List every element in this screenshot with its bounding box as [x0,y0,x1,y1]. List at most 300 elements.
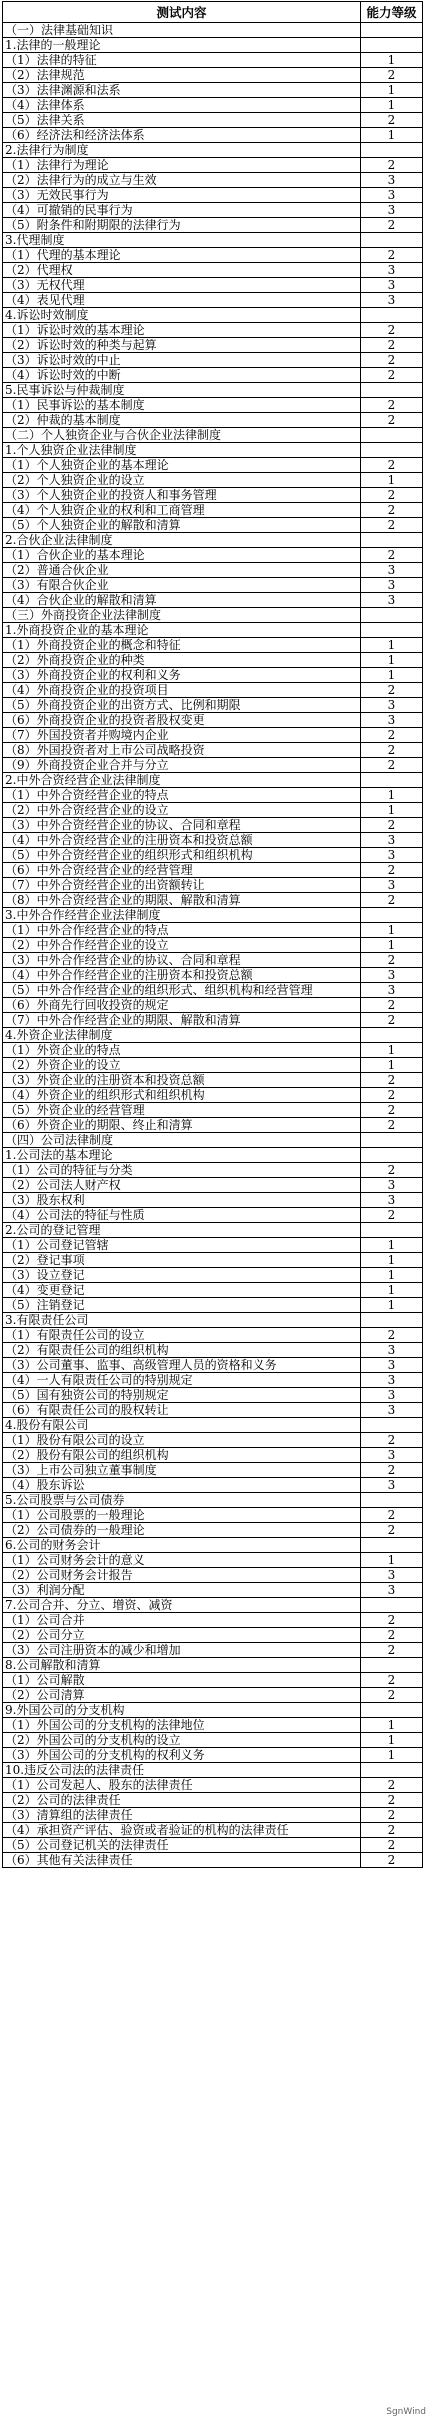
row-level-cell: 1 [361,1733,423,1748]
table-row [3,1313,423,1328]
row-content-cell: 1.法律的一般理论 [3,38,361,53]
row-content-cell: （2）中外合资经营企业的设立 [3,803,361,818]
table-row [3,113,423,128]
row-level-cell: 3 [361,1403,423,1418]
table-row [3,653,423,668]
row-content-cell: （1）代理的基本理论 [3,248,361,263]
row-level-cell [361,623,423,638]
table-row [3,1748,423,1763]
row-level-cell: 1 [361,1748,423,1763]
row-content-cell: （二）个人独资企业与合伙企业法律制度 [3,428,361,443]
row-level-cell: 1 [361,128,423,143]
row-content-cell: （4）公司法的特征与性质 [3,1208,361,1223]
row-content-cell: 2.中外合资经营企业法律制度 [3,773,361,788]
column-header-content: 测试内容 [3,2,361,23]
row-content-cell: （6）经济法和经济法体系 [3,128,361,143]
table-row [3,1613,423,1628]
row-content-cell: （3）中外合作经营企业的协议、合同和章程 [3,953,361,968]
row-content-cell: （2）个人独资企业的设立 [3,473,361,488]
row-content-cell: （4）个人独资企业的权利和工商管理 [3,503,361,518]
row-content-cell: （4）合伙企业的解散和清算 [3,593,361,608]
row-level-cell: 3 [361,188,423,203]
table-row [3,683,423,698]
watermark: SgnWind [386,2407,426,2417]
row-level-cell: 2 [361,1808,423,1823]
row-content-cell: 1.外商投资企业的基本理论 [3,623,361,638]
row-level-cell: 2 [361,488,423,503]
table-row [3,1043,423,1058]
row-content-cell: （4）外资企业的组织形式和组织机构 [3,1088,361,1103]
row-level-cell: 2 [361,1673,423,1688]
table-row [3,578,423,593]
row-level-cell [361,383,423,398]
row-level-cell: 3 [361,563,423,578]
row-level-cell: 3 [361,1568,423,1583]
row-content-cell: （9）外商投资企业合并与分立 [3,758,361,773]
row-level-cell: 2 [361,1688,423,1703]
row-content-cell: （4）表见代理 [3,293,361,308]
row-level-cell [361,443,423,458]
table-row [3,1103,423,1118]
row-content-cell: （1）外国公司的分支机构的法律地位 [3,1718,361,1733]
row-content-cell: （3）清算组的法律责任 [3,1808,361,1823]
row-content-cell: （5）国有独资公司的特别规定 [3,1388,361,1403]
row-level-cell: 2 [361,953,423,968]
table-row [3,443,423,458]
table-row [3,293,423,308]
table-row [3,278,423,293]
table-row [3,53,423,68]
row-level-cell: 1 [361,1238,423,1253]
row-content-cell: （2）诉讼时效的种类与起算 [3,338,361,353]
row-level-cell: 1 [361,1283,423,1298]
row-content-cell: （6）外商投资企业的投资者股权变更 [3,713,361,728]
row-level-cell [361,1148,423,1163]
table-row [3,563,423,578]
row-level-cell [361,1598,423,1613]
row-level-cell: 2 [361,338,423,353]
table-row [3,983,423,998]
table-row [3,1628,423,1643]
table-row [3,308,423,323]
table-row [3,1838,423,1853]
row-content-cell: （3）法律渊源和法系 [3,83,361,98]
row-level-cell: 1 [361,923,423,938]
row-level-cell: 2 [361,1088,423,1103]
row-content-cell: 9.外国公司的分支机构 [3,1703,361,1718]
row-level-cell: 2 [361,743,423,758]
row-content-cell: （2）股份有限公司的组织机构 [3,1448,361,1463]
row-level-cell: 2 [361,863,423,878]
row-level-cell: 2 [361,1523,423,1538]
table-row [3,248,423,263]
table-row [3,1553,423,1568]
row-content-cell: （3）中外合资经营企业的协议、合同和章程 [3,818,361,833]
row-level-cell: 2 [361,1328,423,1343]
table-row [3,1538,423,1553]
row-level-cell: 2 [361,1508,423,1523]
row-content-cell: （4）外商投资企业的投资项目 [3,683,361,698]
row-content-cell: （2）公司分立 [3,1628,361,1643]
row-content-cell: 5.民事诉讼与仲裁制度 [3,383,361,398]
row-content-cell: （1）外商投资企业的概念和特征 [3,638,361,653]
row-level-cell: 2 [361,1073,423,1088]
row-level-cell: 3 [361,1193,423,1208]
table-row [3,233,423,248]
row-content-cell: （4）一人有限责任公司的特别规定 [3,1373,361,1388]
row-content-cell: 2.合伙企业法律制度 [3,533,361,548]
row-content-cell: （3）个人独资企业的投资人和事务管理 [3,488,361,503]
row-level-cell: 3 [361,593,423,608]
row-level-cell: 1 [361,788,423,803]
row-level-cell [361,1223,423,1238]
row-level-cell: 1 [361,1058,423,1073]
row-level-cell: 2 [361,1628,423,1643]
row-level-cell: 2 [361,1163,423,1178]
row-level-cell: 2 [361,248,423,263]
row-level-cell [361,608,423,623]
table-row [3,1238,423,1253]
table-row [3,1808,423,1823]
table-row [3,503,423,518]
row-content-cell: （2）外商投资企业的种类 [3,653,361,668]
table-row [3,1448,423,1463]
row-level-cell: 2 [361,113,423,128]
table-row [3,1778,423,1793]
row-content-cell: （2）外资企业的设立 [3,1058,361,1073]
table-row [3,698,423,713]
row-level-cell: 1 [361,1268,423,1283]
table-row [3,473,423,488]
row-content-cell: （2）代理权 [3,263,361,278]
row-content-cell: （6）外资企业的期限、终止和清算 [3,1118,361,1133]
row-content-cell: （4）诉讼时效的中断 [3,368,361,383]
row-level-cell: 2 [361,893,423,908]
row-content-cell: （8）外国投资者对上市公司战略投资 [3,743,361,758]
table-row [3,143,423,158]
row-level-cell: 1 [361,803,423,818]
row-content-cell: （2）法律规范 [3,68,361,83]
table-row [3,458,423,473]
row-level-cell: 2 [361,758,423,773]
row-level-cell [361,1028,423,1043]
table-row [3,203,423,218]
table-row [3,1253,423,1268]
row-level-cell: 3 [361,833,423,848]
table-row [3,923,423,938]
row-level-cell: 1 [361,1553,423,1568]
table-row [3,1493,423,1508]
table-row [3,1598,423,1613]
table-row [3,1673,423,1688]
row-content-cell: （1）公司登记管辖 [3,1238,361,1253]
table-row [3,803,423,818]
table-row [3,518,423,533]
table-row [3,1298,423,1313]
table-row [3,533,423,548]
table-row [3,413,423,428]
table-row [3,848,423,863]
row-level-cell [361,1658,423,1673]
table-row [3,833,423,848]
row-content-cell: （4）法律体系 [3,98,361,113]
row-content-cell: （3）外资企业的注册资本和投资总额 [3,1073,361,1088]
table-row [3,1058,423,1073]
row-content-cell: 2.公司的登记管理 [3,1223,361,1238]
table-row [3,218,423,233]
table-row [3,1208,423,1223]
table-row [3,1658,423,1673]
row-level-cell: 2 [361,728,423,743]
row-content-cell: （3）利润分配 [3,1583,361,1598]
row-content-cell: 1.个人独资企业法律制度 [3,443,361,458]
row-level-cell: 2 [361,1823,423,1838]
table-row [3,1328,423,1343]
table-row [3,1013,423,1028]
row-content-cell: （1）中外合资经营企业的特点 [3,788,361,803]
row-level-cell: 2 [361,1208,423,1223]
table-row [3,263,423,278]
row-content-cell: 5.公司股票与公司债券 [3,1493,361,1508]
row-level-cell [361,428,423,443]
row-content-cell: （2）公司债券的一般理论 [3,1523,361,1538]
row-level-cell: 3 [361,1583,423,1598]
table-row [3,638,423,653]
row-content-cell: （6）其他有关法律责任 [3,1853,361,1868]
table-row [3,188,423,203]
row-content-cell: （5）注销登记 [3,1298,361,1313]
row-level-cell: 2 [361,1103,423,1118]
row-content-cell: （5）中外合资经营企业的组织形式和组织机构 [3,848,361,863]
row-content-cell: 8.公司解散和清算 [3,1658,361,1673]
row-level-cell: 3 [361,293,423,308]
row-level-cell: 3 [361,968,423,983]
table-row [3,1703,423,1718]
row-level-cell: 1 [361,473,423,488]
table-row [3,338,423,353]
row-level-cell: 2 [361,353,423,368]
row-level-cell: 1 [361,1718,423,1733]
row-content-cell: （2）公司财务会计报告 [3,1568,361,1583]
row-content-cell: （2）公司的法律责任 [3,1793,361,1808]
row-level-cell: 2 [361,1643,423,1658]
row-content-cell: （4）中外合资经营企业的注册资本和投资总额 [3,833,361,848]
table-row [3,1643,423,1658]
row-level-cell: 1 [361,83,423,98]
row-content-cell: （6）外商先行回收投资的规定 [3,998,361,1013]
table-row [3,158,423,173]
row-content-cell: 3.代理制度 [3,233,361,248]
row-content-cell: （2）登记事项 [3,1253,361,1268]
row-level-cell: 3 [361,278,423,293]
row-level-cell: 2 [361,1463,423,1478]
row-content-cell: 4.诉讼时效制度 [3,308,361,323]
table-row [3,1463,423,1478]
row-level-cell: 2 [361,818,423,833]
table-row [3,1163,423,1178]
table-row [3,323,423,338]
row-content-cell: （5）法律关系 [3,113,361,128]
table-row [3,818,423,833]
row-content-cell: （7）中外合资经营企业的出资额转让 [3,878,361,893]
row-content-cell: （5）外商投资企业的出资方式、比例和期限 [3,698,361,713]
table-body [3,23,423,1868]
table-row [3,1088,423,1103]
row-level-cell [361,233,423,248]
row-level-cell: 2 [361,998,423,1013]
row-content-cell: （1）公司发起人、股东的法律责任 [3,1778,361,1793]
table-row [3,938,423,953]
row-level-cell: 3 [361,578,423,593]
row-level-cell: 3 [361,983,423,998]
row-content-cell: （7）外国投资者并购境内企业 [3,728,361,743]
row-level-cell: 2 [361,518,423,533]
row-content-cell: （4）承担资产评估、验资或者验证的机构的法律责任 [3,1823,361,1838]
row-level-cell [361,908,423,923]
row-content-cell: （1）外资企业的特点 [3,1043,361,1058]
row-level-cell [361,1763,423,1778]
row-level-cell [361,1538,423,1553]
table-row [3,593,423,608]
table-row [3,23,423,38]
row-level-cell: 3 [361,1343,423,1358]
row-level-cell: 1 [361,653,423,668]
table-row [3,1793,423,1808]
row-level-cell [361,533,423,548]
row-content-cell: （2）普通合伙企业 [3,563,361,578]
row-content-cell: （2）有限责任公司的组织机构 [3,1343,361,1358]
row-content-cell: （2）中外合作经营企业的设立 [3,938,361,953]
row-content-cell: 4.外资企业法律制度 [3,1028,361,1043]
table-row [3,953,423,968]
table-row [3,548,423,563]
row-level-cell [361,1313,423,1328]
table-row [3,1523,423,1538]
row-level-cell: 2 [361,1433,423,1448]
row-level-cell: 2 [361,413,423,428]
row-content-cell: （一）法律基础知识 [3,23,361,38]
row-content-cell: （5）个人独资企业的解散和清算 [3,518,361,533]
row-level-cell: 1 [361,1043,423,1058]
row-content-cell: （1）中外合作经营企业的特点 [3,923,361,938]
row-content-cell: （3）外国公司的分支机构的权利义务 [3,1748,361,1763]
table-row [3,1688,423,1703]
row-content-cell: （1）诉讼时效的基本理论 [3,323,361,338]
column-header-level: 能力等级 [361,2,423,23]
row-level-cell: 3 [361,848,423,863]
table-row [3,1583,423,1598]
table-row [3,623,423,638]
row-level-cell: 3 [361,713,423,728]
table-row [3,908,423,923]
row-level-cell [361,143,423,158]
syllabus-table [2,1,423,1868]
row-content-cell: （3）设立登记 [3,1268,361,1283]
row-level-cell: 2 [361,368,423,383]
table-row [3,1733,423,1748]
row-level-cell [361,1133,423,1148]
row-content-cell: （3）上市公司独立董事制度 [3,1463,361,1478]
row-level-cell: 1 [361,98,423,113]
table-row [3,743,423,758]
table-row [3,1268,423,1283]
row-level-cell: 3 [361,698,423,713]
row-level-cell: 2 [361,1778,423,1793]
table-row [3,428,423,443]
table-row [3,383,423,398]
table-row [3,758,423,773]
table-row [3,488,423,503]
row-level-cell: 1 [361,1298,423,1313]
row-content-cell: （3）公司注册资本的减少和增加 [3,1643,361,1658]
table-row [3,668,423,683]
row-content-cell: （6）中外合资经营企业的经营管理 [3,863,361,878]
row-level-cell: 1 [361,668,423,683]
table-row [3,1418,423,1433]
row-content-cell: （1）民事诉讼的基本制度 [3,398,361,413]
row-level-cell: 2 [361,548,423,563]
row-content-cell: （3）外商投资企业的权利和义务 [3,668,361,683]
table-row [3,773,423,788]
table-row [3,878,423,893]
row-content-cell: （5）公司登记机关的法律责任 [3,1838,361,1853]
row-level-cell: 2 [361,458,423,473]
row-level-cell [361,773,423,788]
row-level-cell [361,308,423,323]
table-row [3,128,423,143]
row-content-cell: 4.股份有限公司 [3,1418,361,1433]
row-level-cell [361,1418,423,1433]
row-level-cell: 2 [361,1793,423,1808]
table-row [3,1358,423,1373]
row-content-cell: （5）中外合作经营企业的组织形式、组织机构和经营管理 [3,983,361,998]
row-level-cell: 2 [361,503,423,518]
row-content-cell: （4）可撤销的民事行为 [3,203,361,218]
row-level-cell: 3 [361,1478,423,1493]
row-level-cell: 3 [361,1388,423,1403]
table-row [3,353,423,368]
table-row [3,1433,423,1448]
table-row [3,1178,423,1193]
table-row [3,1118,423,1133]
table-row [3,893,423,908]
row-level-cell: 3 [361,1358,423,1373]
row-level-cell: 2 [361,398,423,413]
row-content-cell: （3）无权代理 [3,278,361,293]
row-level-cell: 2 [361,1838,423,1853]
row-level-cell: 1 [361,1253,423,1268]
table-row [3,1718,423,1733]
row-level-cell [361,1493,423,1508]
row-level-cell [361,38,423,53]
row-content-cell: 6.公司的财务会计 [3,1538,361,1553]
row-content-cell: （1）法律行为理论 [3,158,361,173]
table-row [3,1343,423,1358]
row-level-cell: 2 [361,1613,423,1628]
row-content-cell: （8）中外合资经营企业的期限、解散和清算 [3,893,361,908]
row-level-cell: 3 [361,1373,423,1388]
row-level-cell [361,1703,423,1718]
table-row [3,368,423,383]
row-level-cell [361,23,423,38]
row-content-cell: （6）有限责任公司的股权转让 [3,1403,361,1418]
row-content-cell: （2）外国公司的分支机构的设立 [3,1733,361,1748]
table-row [3,728,423,743]
row-level-cell: 1 [361,53,423,68]
row-content-cell: （1）有限责任公司的设立 [3,1328,361,1343]
table-row [3,1148,423,1163]
row-content-cell: （4）股东诉讼 [3,1478,361,1493]
